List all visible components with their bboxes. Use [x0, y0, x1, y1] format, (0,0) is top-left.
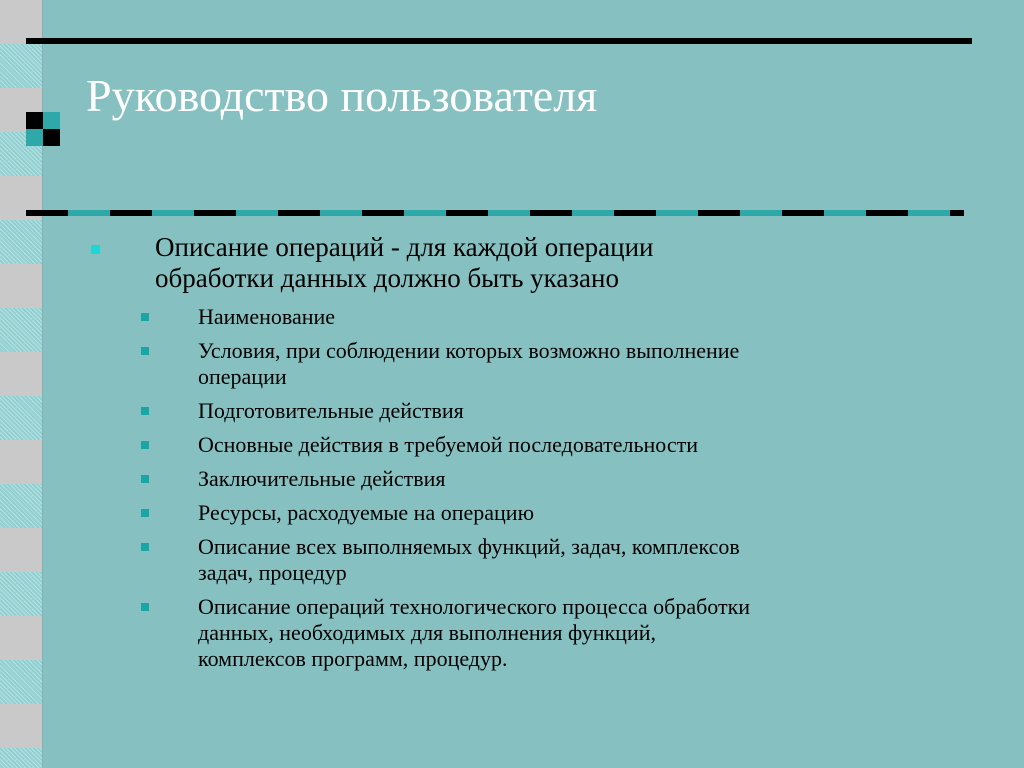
square-bullet-icon: [141, 475, 149, 483]
dashed-rule: [26, 210, 964, 216]
sub-item-line: Наименование: [198, 304, 336, 329]
sub-bullet-item: [88, 500, 988, 526]
square-teal: [26, 129, 43, 146]
main-item-line: Описание операций - для каждой операции: [155, 232, 654, 262]
square-bullet-icon: [141, 543, 149, 551]
square-black: [26, 112, 43, 129]
main-bullet-item: [88, 232, 988, 294]
sub-bullet-item: [88, 594, 988, 672]
sub-item-line: Заключительные действия: [198, 466, 446, 491]
sub-bullet-item: [88, 304, 988, 330]
sub-item-line: Основные действия в требуемой последовательности: [198, 432, 698, 457]
sub-bullet-item: [88, 534, 988, 586]
sub-item-line: Условия, при соблюдении которых возможно выполнение: [198, 338, 740, 363]
sub-item-line: операции: [198, 364, 287, 389]
sub-item-line: Подготовительные действия: [198, 398, 464, 423]
square-bullet-icon: [141, 313, 149, 321]
sub-bullet-item: [88, 466, 988, 492]
sub-item-line: Ресурсы, расходуемые на операцию: [198, 500, 535, 525]
slide-content: [88, 232, 988, 680]
checker-squares-decoration: [26, 112, 60, 146]
square-teal: [43, 112, 60, 129]
sub-item-line: комплексов программ, процедур.: [198, 646, 508, 671]
square-bullet-icon: [141, 603, 149, 611]
sub-item-line: Описание операций технологического процесса обработки: [198, 594, 751, 619]
sub-bullet-item: [88, 398, 988, 424]
sub-bullet-item: [88, 432, 988, 458]
square-bullet-icon: [141, 347, 149, 355]
sub-bullet-item: [88, 338, 988, 390]
square-bullet-icon: [141, 407, 149, 415]
sub-item-line: задач, процедур: [198, 560, 347, 585]
sub-bullet-list: [88, 304, 988, 672]
square-bullet-icon: [141, 509, 149, 517]
top-rule: [26, 38, 972, 44]
square-black: [43, 129, 60, 146]
main-item-line: обработки данных должно быть указано: [155, 263, 619, 293]
square-bullet-icon: [91, 245, 100, 254]
sub-item-line: данных, необходимых для выполнения функций,: [198, 620, 656, 645]
slide-title: Руководство пользователя: [86, 70, 598, 121]
sub-item-line: Описание всех выполняемых функций, задач, комплексов: [198, 534, 740, 559]
square-bullet-icon: [141, 441, 149, 449]
